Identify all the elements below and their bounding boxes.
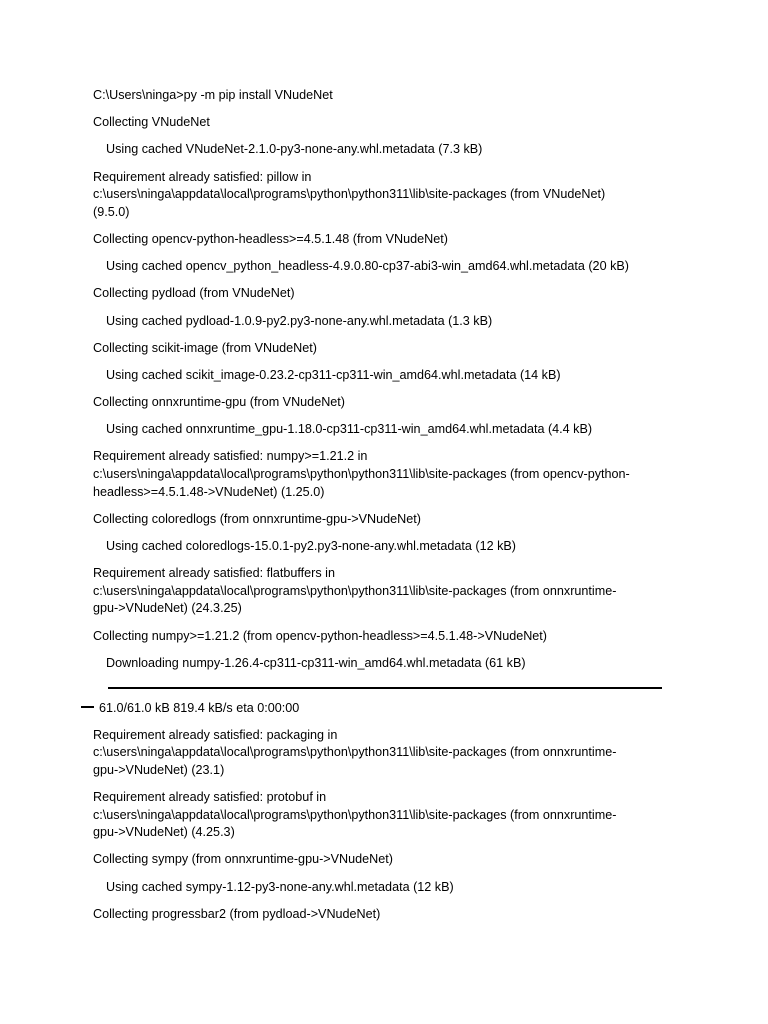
- log-line: [93, 565, 693, 618]
- log-line: [93, 727, 693, 780]
- log-line-segment: c:\users\ninga\appdata\local\programs\python\python311\lib\site-packages (from opencv-python-: [93, 467, 630, 482]
- log-line-text: Using cached scikit_image-0.23.2-cp311-cp311-win_amd64.whl.metadata (14 kB): [99, 367, 561, 382]
- log-line-text: Collecting pydload (from VNudeNet): [93, 286, 295, 301]
- log-line-segment: c:\users\ninga\appdata\local\programs\python\python311\lib\site-packages (from onnxruntime-: [93, 807, 617, 822]
- log-line: [93, 367, 693, 385]
- log-line: [93, 628, 693, 646]
- log-line: [93, 114, 693, 132]
- log-line-text: Collecting numpy>=1.21.2 (from opencv-python-headless>=4.5.1.48->VNudeNet): [93, 628, 547, 643]
- log-line: [93, 655, 693, 673]
- log-line-text: Using cached sympy-1.12-py3-none-any.whl.metadata (12 kB): [99, 879, 454, 894]
- log-line-text: Using cached pydload-1.0.9-py2.py3-none-any.whl.metadata (1.3 kB): [99, 313, 493, 328]
- log-line-text: Collecting onnxruntime-gpu (from VNudeNet): [93, 395, 345, 410]
- log-line-text: Using cached VNudeNet-2.1.0-py3-none-any.whl.metadata (7.3 kB): [99, 142, 483, 157]
- log-line-segment: Requirement already satisfied: numpy>=1.21.2 in: [93, 449, 368, 464]
- log-line-text: Using cached onnxruntime_gpu-1.18.0-cp311-cp311-win_amd64.whl.metadata (4.4 kB): [99, 422, 593, 437]
- log-line-segment: Requirement already satisfied: protobuf in: [93, 790, 327, 805]
- log-line: [93, 340, 693, 358]
- log-line-segment: headless>=4.5.1.48->VNudeNet) (1.25.0): [93, 484, 325, 499]
- log-line: [93, 285, 693, 303]
- log-line-text: Collecting progressbar2 (from pydload->VNudeNet): [93, 906, 381, 921]
- log-line: [93, 879, 693, 897]
- log-line-segment: (9.5.0): [93, 204, 130, 219]
- log-line-segment: Requirement already satisfied: pillow in: [93, 169, 312, 184]
- log-line-segment: c:\users\ninga\appdata\local\programs\python\python311\lib\site-packages (from VNudeNet): [93, 187, 606, 202]
- log-line: [93, 851, 693, 869]
- log-line: [93, 538, 693, 556]
- log-line: [93, 231, 693, 249]
- log-line-text: Using cached opencv_python_headless-4.9.0.80-cp37-abi3-win_amd64.whl.metadata (20 kB): [99, 259, 629, 274]
- log-line: [93, 87, 693, 105]
- log-line-segment: gpu->VNudeNet) (24.3.25): [93, 601, 242, 616]
- progress-bar: [108, 687, 662, 689]
- terminal-log: [93, 87, 693, 933]
- log-line-segment: c:\users\ninga\appdata\local\programs\python\python311\lib\site-packages (from onnxruntime-: [93, 583, 617, 598]
- log-line: [93, 313, 693, 331]
- log-block-after-progress: [93, 727, 693, 924]
- log-line-segment: gpu->VNudeNet) (23.1): [93, 762, 225, 777]
- log-line-text: Collecting opencv-python-headless>=4.5.1.48 (from VNudeNet): [93, 231, 448, 246]
- log-line-text: Collecting VNudeNet: [93, 115, 210, 130]
- log-line-text: Using cached coloredlogs-15.0.1-py2.py3-none-any.whl.metadata (12 kB): [99, 539, 516, 553]
- log-line: [93, 906, 693, 924]
- log-line-segment: Requirement already satisfied: flatbuffers in: [93, 566, 335, 581]
- log-line-text: Collecting sympy (from onnxruntime-gpu->VNudeNet): [93, 852, 393, 867]
- progress-bar-row: [93, 682, 693, 700]
- log-line: [93, 141, 693, 159]
- log-block-before-progress: [93, 87, 693, 672]
- log-line: [93, 258, 693, 276]
- progress-status: [81, 700, 693, 718]
- log-line: [93, 169, 693, 222]
- log-line-text: C:\Users\ninga>py -m pip install VNudeNet: [93, 88, 333, 102]
- progress-status-text: 61.0/61.0 kB 819.4 kB/s eta 0:00:00: [99, 700, 300, 715]
- log-line-text: Collecting scikit-image (from VNudeNet): [93, 340, 317, 355]
- log-line: [93, 394, 693, 412]
- log-line-segment: gpu->VNudeNet) (4.25.3): [93, 825, 235, 840]
- log-line: [93, 511, 693, 529]
- log-line-text: Collecting coloredlogs (from onnxruntime-gpu->VNudeNet): [93, 511, 421, 526]
- log-line-segment: Requirement already satisfied: packaging in: [93, 727, 338, 742]
- log-line: [93, 448, 693, 501]
- log-line: [93, 421, 693, 439]
- log-line-text: Downloading numpy-1.26.4-cp311-cp311-win_amd64.whl.metadata (61 kB): [99, 655, 526, 670]
- progress-dash-icon: [81, 706, 94, 708]
- log-line-segment: c:\users\ninga\appdata\local\programs\python\python311\lib\site-packages (from onnxruntime-: [93, 745, 617, 760]
- log-line: [93, 789, 693, 842]
